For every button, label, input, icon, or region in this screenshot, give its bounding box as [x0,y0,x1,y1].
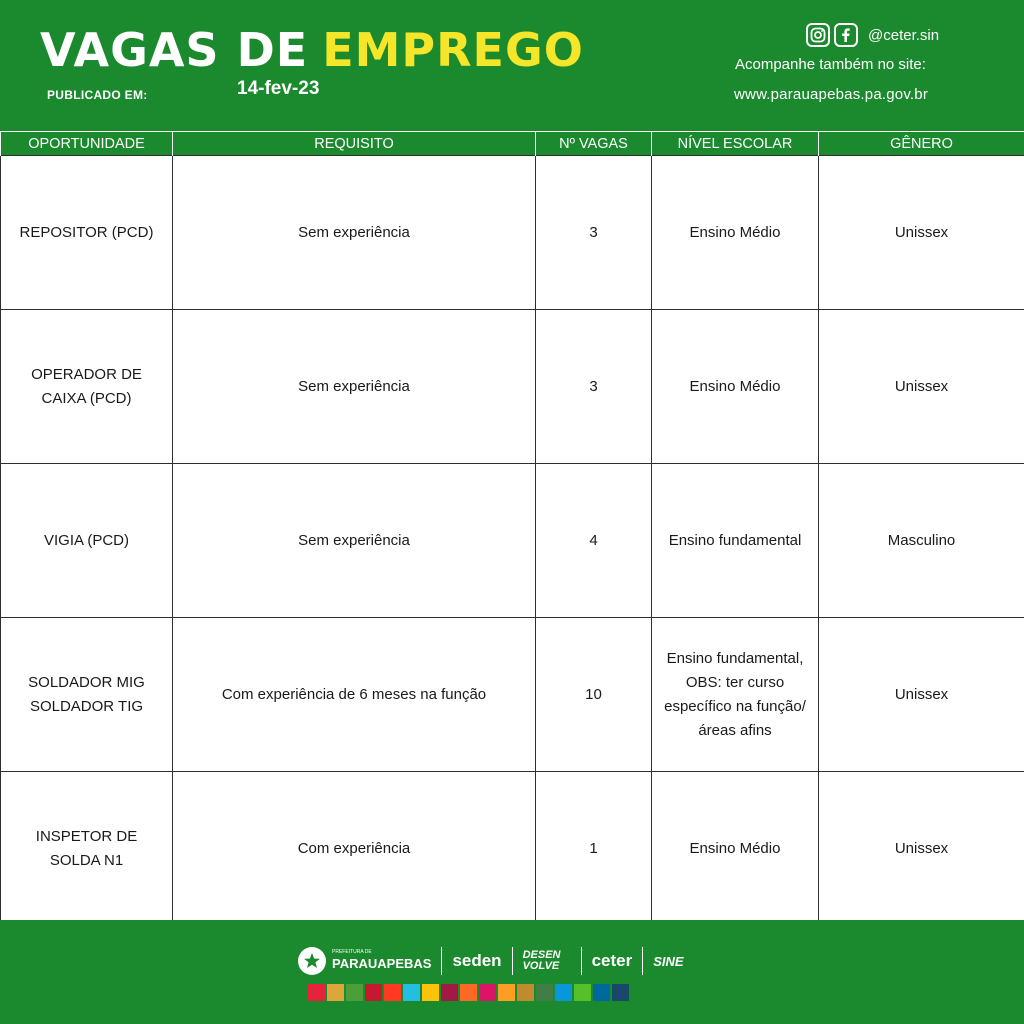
cell-requisito: Sem experiência [173,156,536,310]
sdg-goal-icon [479,984,496,1001]
sdg-goal-icon [460,984,477,1001]
sdg-goal-icon [555,984,572,1001]
cell-oportunidade: INSPETOR DE SOLDA N1 [1,772,173,926]
header-genero: GÊNERO [819,132,1024,156]
sdg-goal-icon [441,984,458,1001]
sdg-goal-icon [403,984,420,1001]
sdg-goal-icon [384,984,401,1001]
site-link[interactable]: www.parauapebas.pa.gov.br [734,86,929,103]
cell-vagas: 3 [536,310,652,464]
jobs-table [0,131,1024,926]
table-row [1,772,1024,926]
sdg-goal-icon [308,984,325,1001]
cell-oportunidade: REPOSITOR (PCD) [1,156,173,310]
footer-banner [0,920,1024,1024]
sdg-goal-icon [498,984,515,1001]
logo-divider [581,947,582,975]
sdg-goal-icon [612,984,629,1001]
cell-genero: Masculino [819,464,1024,618]
title-part-white: VAGAS DE [40,23,309,77]
cell-nivel: Ensino Médio [652,310,819,464]
cell-requisito: Sem experiência [173,310,536,464]
cell-requisito: Sem experiência [173,464,536,618]
table-row [1,310,1024,464]
sdg-goal-icon [327,984,344,1001]
header-nivel-escolar: NÍVEL ESCOLAR [652,132,819,156]
table-row [1,464,1024,618]
cell-oportunidade: OPERADOR DE CAIXA (PCD) [1,310,173,464]
table-row [1,618,1024,772]
cell-vagas: 3 [536,156,652,310]
prefeitura-star-icon [298,947,326,975]
cell-oportunidade: SOLDADOR MIG SOLDADOR TIG [1,618,173,772]
cell-genero: Unissex [819,156,1024,310]
social-links [806,22,939,48]
page-title [40,22,584,78]
facebook-icon[interactable] [834,23,858,47]
header-vagas: Nº VAGAS [536,132,652,156]
cell-vagas: 1 [536,772,652,926]
logo-seden: seden [452,951,502,970]
follow-text: Acompanhe também no site: [735,56,926,73]
logo-prefeitura [332,949,431,973]
jobs-table-container [0,131,1024,926]
cell-nivel: Ensino Médio [652,772,819,926]
cell-genero: Unissex [819,310,1024,464]
cell-nivel: Ensino fundamental [652,464,819,618]
partner-logos [298,944,684,978]
header-oportunidade: OPORTUNIDADE [1,132,173,156]
sdg-icons-row [308,984,629,1001]
sdg-goal-icon [422,984,439,1001]
table-header-row [1,132,1024,156]
cell-requisito: Com experiência de 6 meses na função [173,618,536,772]
cell-oportunidade: VIGIA (PCD) [1,464,173,618]
table-row [1,156,1024,310]
published-label: PUBLICADO EM: [47,88,148,102]
title-part-yellow: EMPREGO [322,23,584,77]
logo-ceter: ceter [591,951,633,970]
cell-requisito: Com experiência [173,772,536,926]
cell-vagas: 4 [536,464,652,618]
sdg-goal-icon [536,984,553,1001]
social-handle[interactable]: @ceter.sin [868,26,940,44]
logo-prefeitura-small: PREFEITURA DE [332,949,372,955]
logo-sine: SINE [653,953,684,969]
cell-genero: Unissex [819,618,1024,772]
sdg-goal-icon [574,984,591,1001]
header-requisito: REQUISITO [173,132,536,156]
cell-nivel: Ensino Médio [652,156,819,310]
logo-prefeitura-name: PARAUAPEBAS [332,956,432,971]
sdg-goal-icon [593,984,610,1001]
logo-desenvolve: DESEN VOLVE [522,949,561,972]
cell-nivel: Ensino fundamental, OBS: ter curso específico na função/áreas afins [652,618,819,772]
sdg-goal-icon [346,984,363,1001]
header-banner [0,0,1024,131]
logo-divider [642,947,643,975]
instagram-icon[interactable] [806,23,830,47]
cell-vagas: 10 [536,618,652,772]
sdg-goal-icon [517,984,534,1001]
cell-genero: Unissex [819,772,1024,926]
published-date: 14-fev-23 [237,78,320,99]
logo-divider [441,947,442,975]
sdg-goal-icon [365,984,382,1001]
logo-divider [512,947,513,975]
